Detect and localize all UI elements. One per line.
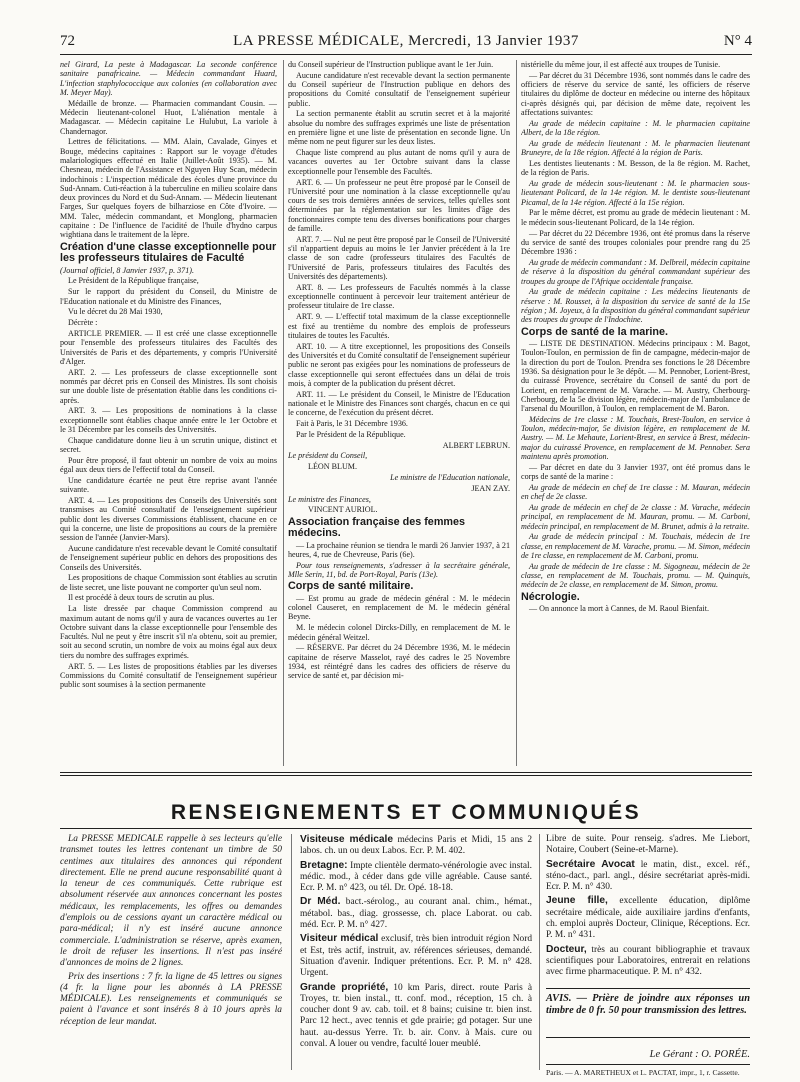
section-heading: Création d'une classe exceptionnelle pour les professeurs titulaires de Faculté <box>60 240 277 265</box>
paragraph: Aucune candidature n'est recevable devant la section permanente du Conseil supérieur de l'Instruction publique en dehors des propositions du Comité consultatif de l'enseignement supérieur public. <box>288 70 510 108</box>
paragraph: Au grade de médecin en chef de 1re classe : M. Mauran, médecin en chef de 2e classe. <box>521 482 750 502</box>
paragraph: Il est procédé à deux tours de scrutin au plus. <box>68 593 215 603</box>
paragraph: nel Girard, La peste à Madagascar. La seconde conférence sanitaire panafricaine. — Médecin commandant Huard, L'infection staphylococcique aux colonies (en collaboration avec M. Meyer May). <box>60 60 277 97</box>
intro-prices: Prix des insertions : 7 fr. la ligne de 45 lettres ou signes (4 fr. la ligne pour les abonnés à LA PRESSE MÉDICALE). Les renseignements et communiqués se paient à l'avance et sont insérés 8 à 10 jours après la réception de leur mandat. <box>60 971 282 1027</box>
signatory-title: Le président du Conseil, <box>288 451 368 461</box>
printer-imprint: Paris. — A. MARETHEUX et L. PACTAT, impr., 1, r. Cassette. <box>546 1064 750 1077</box>
paragraph: Au grade de médecin sous-lieutenant : M. le pharmacien sous-lieutenant Policard, de la 14e région. M. le dentiste sous-lieutenant Picamal, de la 14e région. Affecté à la 15e région. <box>521 179 750 207</box>
paragraph: du Conseil supérieur de l'Instruction publique avant le 1er Juin. <box>288 60 494 69</box>
paragraph: Les propositions de chaque Commission sont établies au scrutin de liste secret, une liste pouvant ne comporter qu'un seul nom. <box>60 573 277 592</box>
intro-notice: La PRESSE MÉDICALE rappelle à ses lecteurs qu'elle transmet toutes les lettres contenant un timbre de 50 centimes aux titulaires des annonces qui répondent directement. Elle ne prend aucune responsabilité quant à la teneur de ces communiqués. Cette rubrique est absolument réservée aux annonces concernant les postes médicaux, les remplacements, les offres ou demandes d'emplois ou de cessions ayant un caractère médical ou para-médical; il n'y est inséré aucune annonce commerciale. L'administration se réserve, après examen, le droit de refuser les insertions. Il n'est pas inséré d'annonces de moins de 2 lignes. <box>60 834 282 969</box>
paragraph: Les dentistes lieutenants : M. Besson, de la 8e région. M. Rachet, de la région de Paris. <box>521 158 750 178</box>
paragraph: Au grade de médecin lieutenant : M. le pharmacien lieutenant Bruneyre, de la 18e région. Affecté à la région de Paris. <box>521 138 750 158</box>
paragraph: Chaque candidature donne lieu à un scrutin unique, distinct et secret. <box>60 435 277 454</box>
paragraph: — La prochaine réunion se tiendra le mardi 26 Janvier 1937, à 21 heures, 4, rue de Chevreuse, Paris (6e). <box>288 540 510 559</box>
column-divider <box>516 60 517 766</box>
classified-ad: Secrétaire Avocat le matin, dist., excel. réf., sténo-dact., parl. angl., désire secrétariat après-midi. Ecr. P. M. n° 430. <box>546 858 750 893</box>
signature: ALBERT LEBRUN. <box>442 440 510 450</box>
paragraph: La liste dressée par chaque Commission comprend au maximum autant de noms qu'il y aura de vacances ouvertes au 1er Octobre suivant dans la classe exceptionnelle pour l'ensemble des Facultés. Nul ne peut y être inscrit s'il n'a obtenu, soit au premier, soit au second scrutin, un nombre de voix au moins égal aux deux tiers du nombre des suffrages exprimés. <box>60 604 277 660</box>
classified-ad: Docteur, très au courant bibliographie et travaux scientifiques pour Laboratoires, entrerait en relations avec firme pharmaceutique. P. M. n° 432. <box>546 943 750 978</box>
communiques-intro <box>60 834 282 1074</box>
column-1 <box>60 60 277 768</box>
paragraph: Lettres de félicitations. — MM. Alain, Cavalade, Ginyes et Bouge, médecins capitaines : Rapport sur le voyage d'études malariologiques effectué en Italie (Juillet-Août 1935). — M. Chesneau, médecin de l'Assistance et Nguyen Huy Scan, médecin indochinois : L'inspection médicale des écoles d'une province du Sud-Annam. Cuti-réaction à la tuberculine en milieu scolaire dans deux provinces du Nord et du Sud-Annam. — Médecin lieutenant Farges, Sur quelques foyers de bilharziose en Côte d'Ivoire. — MM. Talec, médecin commandant, et Monglong, pharmacien capitaine : De l'influence de l'acidité de l'huile d'hydno carpus wightiana dans le traitement de la lèpre. <box>60 137 277 240</box>
column-divider <box>539 834 540 1070</box>
paragraph: Au grade de médecin de 1re classe : M. Sigogneau, médecin de 2e classe, en remplacement de M. Touchais, promu. — M. Quinquis, médecin de 2e classe, en remplacement de M. Simon, promu. <box>521 561 750 590</box>
article-paragraph: ART. 7. — Nul ne peut être proposé par le Conseil de l'Université s'il n'appartient depuis au moins le 1er Janvier précédent à la 1re classe de son cadre (professeurs titulaires des Facultés de l'Université de Paris, professeurs titulaires des Facultés des Universités des départements). <box>288 234 510 282</box>
section-heading: Association française des femmes médecins. <box>288 515 466 540</box>
paragraph: Par le même décret, est promu au grade de médecin lieutenant : M. le médecin sous-lieutenant Policard, de la 14e région. <box>521 208 750 227</box>
paragraph: Au grade de médecin capitaine : M. le pharmacien capitaine Albert, de la 18e région. <box>521 118 750 138</box>
paragraph: La section permanente établit au scrutin secret et à la majorité absolue du nombre des suffrages exprimés une liste de présentation en première ligne et une liste de présentation en seconde ligne. Un même nom ne peut figurer sur les deux listes. <box>288 109 510 147</box>
article-paragraph: ART. 2. — Les professeurs de classe exceptionnelle sont nommés par décret pris en Conseil des Ministres. Ils sont choisis sur une double liste de présentation établie dans les conditions ci-après. <box>60 367 277 405</box>
paragraph: — Est promu au grade de médecin général : M. le médecin colonel Causeret, en remplacement de M. le médecin général Beyne. <box>288 593 510 622</box>
paragraph: nistérielle du même jour, il est affecté aux troupes de Tunisie. <box>521 60 721 69</box>
section-rule-top <box>60 772 752 773</box>
paragraph: Décrète : <box>68 318 98 328</box>
column-divider <box>291 834 292 1070</box>
paragraph: Le Président de la République française, <box>68 276 199 286</box>
paragraph: Au grade de médecin en chef de 2e classe : M. Varache, médecin principal, en remplacement de M. Mauran, promu. — M. Carboni, médecin principal, en remplacement de M. Brunet, admis à la retraite. <box>521 503 750 531</box>
article-paragraph: ART. 11. — Le président du Conseil, le Ministre de l'Education nationale et le Ministre des Finances sont chargés, chacun en ce qui le concerne, de l'exécution du présent décret. <box>288 389 510 418</box>
paragraph: Vu le décret du 28 Mai 1930, <box>68 307 163 317</box>
paragraph: — Par décret en date du 3 Janvier 1937, ont été promus dans le corps de santé de la marine : <box>521 462 750 482</box>
article-paragraph: ART. 9. — L'effectif total maximum de la classe exceptionnelle est fixé au trentième du nombre des emplois de professeurs titulaires de toutes les Facultés. <box>288 312 510 340</box>
article-paragraph: ART. 8. — Les professeurs de Facultés nommés à la classe exceptionnelle continuent à percevoir leur traitement antérieur de professeur titulaire de 1re classe. <box>288 282 510 311</box>
classified-ad: Jeune fille, excellente éducation, diplôme secrétaire médicale, aide auxiliaire jardins d'enfants, ch. emploi auprès Docteur, Clinique, Réceptions. Ecr. P. M. n° 431. <box>546 895 750 941</box>
signatory-title: Le ministre des Finances, <box>288 494 371 504</box>
paragraph: Pour tous renseignements, s'adresser à la secrétaire générale, Mlle Serin, 11, bd. de Port-Royal, Paris (13e). <box>288 560 510 580</box>
article-paragraph: ART. 6. — Un professeur ne peut être proposé par le Conseil de l'Université pour une nomination à la classe exceptionnelle qu'au cours de ses trois dernières années de services, telles qu'elles sont déterminées par la réglementation sur les limites d'âge des fonctionnaires compte tenu des diverses bonifications pour charges de famille. <box>288 177 510 234</box>
paragraph: M. le médecin colonel Dircks-Dilly, en remplacement de M. le médecin général Weitzel. <box>288 623 510 642</box>
signatory-name: VINCENT AURIOL. <box>308 505 378 515</box>
section-heading: Corps de santé de la marine. <box>521 325 669 338</box>
column-3 <box>521 60 750 768</box>
article-paragraph: ART. 4. — Les propositions des Conseils des Universités sont transmises au Comité consultatif de l'enseignement supérieur public dont les diverses Commissions établissent, chacune en ce qui la concerne, une liste de propositions au cours de la première session de l'année (Janvier-Mars). <box>60 495 277 543</box>
paragraph: Chaque liste comprend au plus autant de noms qu'il y aura de vacances ouvertes au 1er Octobre suivant dans la classe exceptionnelle pour l'ensemble des Facultés. <box>288 148 510 176</box>
issue-number: N° 4 <box>723 33 752 49</box>
page-number: 72 <box>60 33 75 49</box>
paragraph: Médecins de 1re classe : M. Touchais, Brest-Toulon, en service à Toulon, médecin-major, 5e division légère, en remplacement de M. Austry. — M. Le Mehaute, Lorient-Brest, en service à Brest, médecin-major du cuirassé Provence, en remplacement de M. Pennober. Sera maintenu après promotion. <box>521 414 750 462</box>
column-2 <box>288 60 510 768</box>
signatory-name: JEAN ZAY. <box>471 483 510 493</box>
section-title: RENSEIGNEMENTS ET COMMUNIQUÉS <box>170 801 642 824</box>
paragraph: Une candidature écartée ne peut être reprise avant l'année suivante. <box>60 475 277 495</box>
paragraph: — LISTE DE DESTINATION. Médecins principaux : M. Bagot, Toulon-Toulon, en permission de fin de campagne, médecin-major de la direction du port de Toulon. Prendra ses fonctions le 28 Décembre 1936. Sa désignation pour le 3e dépôt. — M. Pennober, Lorient-Brest, du cuirassé Provence, secrétaire du Conseil de santé du port de Lorient, en remplacement de M. Varache. — M. Austry, Cherbourg-Cherbourg, de la 5e division légère, médecin-major de l'ambulance de l'arsenal du Mourillon, à Toulon, en remplacement de M. Baron. <box>521 339 750 414</box>
article-paragraph: ART. 3. — Les propositions de nominations à la classe exceptionnelle sont établies chaque année entre le 1er Octobre et le 31 Décembre par les conseils des Universités. <box>60 406 277 434</box>
paragraph: Pour être proposé, il faut obtenir un nombre de voix au moins égal aux deux tiers de l'effectif total du Conseil. <box>60 455 277 475</box>
paragraph: Médaille de bronze. — Pharmacien commandant Cousin. — Médecin lieutenant-colonel Huot, L'aliénation mentale à Madagascar. — Médecin capitaine Le Hulubut, La variole à Chandernagor. <box>60 98 277 136</box>
paragraph: Aucune candidature n'est recevable devant le Comité consultatif de l'enseignement supérieur public en dehors des propositions des Conseils des Universités. <box>60 543 277 572</box>
paragraph: Au grade de médecin principal : M. Touchais, médecin de 1re classe, en remplacement de M. Varache, promu. — M. Simon, médecin de 1re classe, en remplacement de M. Carboni, promu. <box>521 532 750 561</box>
paragraph: Au grade de médecin capitaine : Les médecins lieutenants de réserve : M. Rousset, à la disposition du service de santé de la 15e région ; M. Joyeux, à la disposition du général commandant supérieur des troupes du groupe de l'Indochine. <box>521 287 750 325</box>
classified-ad: Libre de suite. Pour renseig. s'adres. Me Liebort, Notaire, Coubert (Seine-et-Marne). <box>546 834 750 856</box>
column-divider <box>283 60 284 766</box>
paragraph: — Par décret du 22 Décembre 1936, ont été promus dans la réserve du service de santé des troupes coloniales pour prendre rang du 25 Décembre 1936 : <box>521 228 750 257</box>
paragraph: Fait à Paris, le 31 Décembre 1936. <box>296 418 408 428</box>
article-paragraph: ART. 5. — Les listes de propositions établies par les diverses Commissions du Comité consultatif de l'enseignement supérieur public sont soumises à la section permanente <box>60 661 277 690</box>
classified-ad: Visiteuse médicale médecins Paris et Midi, 15 ans 2 labos. ch. un ou deux Labos. Ecr. P. M. 402. <box>300 834 532 857</box>
section-rule-bottom <box>60 828 752 829</box>
classified-ad: Dr Méd. bact.-sérolog., au courant anal. chim., hémat., métabol. bas., diag. grossesse, ch. place Laborat. ou cab. méd. Ecr. P. M. n° 427. <box>300 896 532 931</box>
avis-notice: AVIS. — Prière de joindre aux réponses un timbre de 0 fr. 50 pour transmission des lettres. <box>546 988 750 1038</box>
paragraph: Par le Président de la République. <box>296 429 406 439</box>
source-note: (Journal officiel, 8 Janvier 1937, p. 371). <box>60 265 194 275</box>
section-heading: Corps de santé militaire. <box>288 580 414 593</box>
paragraph: Au grade de médecin commandant : M. Delbreil, médecin capitaine de réserve à la disposition du général commandant supérieur des troupes du groupe de l'Afrique occidentale française. <box>521 257 750 286</box>
paragraph: — Par décret du 31 Décembre 1936, sont nommés dans le cadre des officiers de réserve du service de santé, les officiers de réserve titulaires du diplôme de docteur en médecine ou interne des hôpitaux ci-après désignés qui, par décision de même date, reçoivent les affectations suivantes: <box>521 70 750 117</box>
paragraph: — On annonce la mort à Cannes, de M. Raoul Bienfait. <box>529 604 710 614</box>
running-head <box>60 28 752 50</box>
classified-ads-right <box>546 834 750 984</box>
gerant-signature: Le Gérant : O. PORÉE. <box>649 1049 750 1060</box>
journal-title: LA PRESSE MÉDICALE, Mercredi, 13 Janvier 1937 <box>233 33 579 49</box>
classified-ad: Visiteur médical exclusif, très bien introduit région Nord et Est, très actif, instruit, av. références sérieuses, demandé. Situation d'avenir. Indiquer prétentions. Ecr. P. M. n° 428. Urgent. <box>300 933 532 979</box>
paragraph: Sur le rapport du président du Conseil, du Ministre de l'Education nationale et du Ministre des Finances, <box>60 287 277 306</box>
signatory-title: Le ministre de l'Education nationale, <box>390 472 510 482</box>
article-paragraph: ARTICLE PREMIER. — Il est créé une classe exceptionnelle pour l'ensemble des professeurs titulaires des Facultés des Universités de Paris et des départements, y compris l'Université d'Alger. <box>60 328 277 366</box>
header-rule <box>60 54 752 55</box>
classified-ads-middle <box>300 834 532 1074</box>
section-heading: Nécrologie. <box>521 590 580 603</box>
article-paragraph: ART. 10. — A titre exceptionnel, les propositions des Conseils des Universités et du Comité consultatif de l'enseignement supérieur public ne seront pas exigées pour les nominations de professeurs de classe exceptionnelle qui seront effectuées dans un délai de trois mois, à compter de la publication du présent décret. <box>288 341 510 388</box>
section-rule-top-2 <box>60 775 752 776</box>
classified-ad: Grande propriété, 10 km Paris, direct. route Paris à Troyes, tr. bien instal., tt. conf. mod., réception, 15 ch. à coucher dont 9 av. cab. toil. et 8 bains; cuisine tr. bien inst. Parc 12 hect., avec tennis et gde prairie; gd potager. Sur une haut. au-dessus Yerre. Tr. b. air. Conv. à Mais. cure ou conval. A louer ou vendre, faculté louer meublé. <box>300 981 532 1050</box>
classified-ad: Bretagne: Impte clientèle dermato-vénérologie avec instal. médic. mod., à céder dans gde ville agréable. Cause santé. Ecr. P. M. n° 423, ou tél. Dr. Opé. 18-18. <box>300 859 532 894</box>
paragraph: — RÉSERVE. Par décret du 24 Décembre 1936, M. le médecin capitaine de réserve Masselot, rayé des cadres le 25 Novembre 1934, est réintégré dans les cadres des officiers de réserve du service de santé et, par décision mi- <box>288 643 510 681</box>
signatory-name: LÉON BLUM. <box>308 462 358 472</box>
